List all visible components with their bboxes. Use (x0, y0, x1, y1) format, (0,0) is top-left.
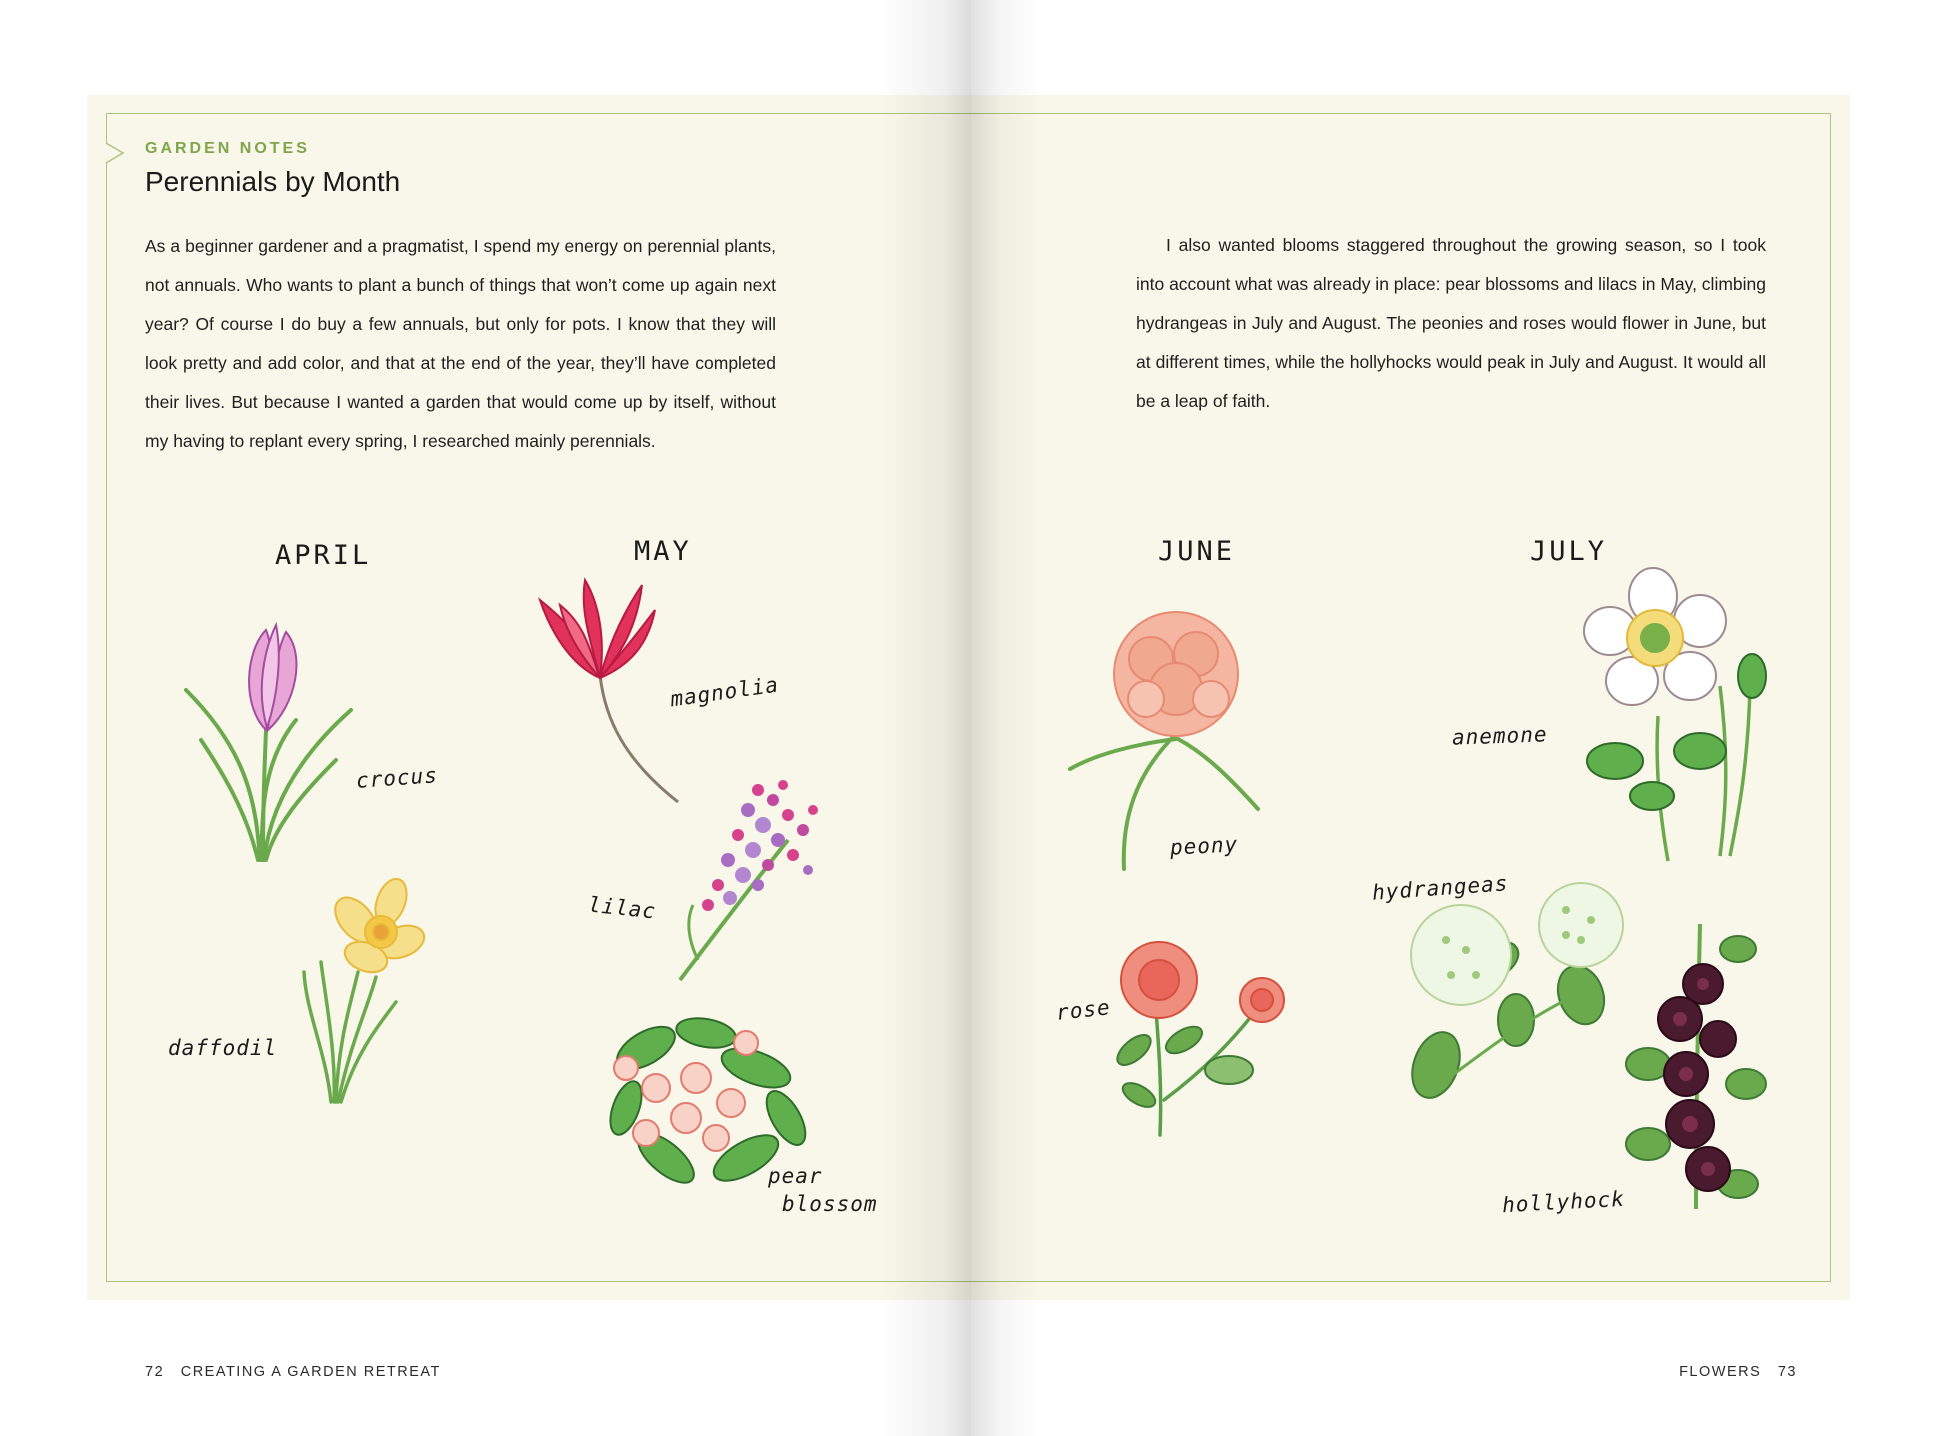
left-folio (145, 1364, 441, 1380)
month-may: MAY (634, 536, 692, 567)
label-peony: peony (1169, 832, 1239, 860)
lilac-illustration (668, 770, 838, 990)
right-running-head: FLOWERS (1679, 1364, 1762, 1380)
page-title: Perennials by Month (145, 166, 401, 197)
label-anemone: anemone (1451, 722, 1548, 750)
pear-blossom-illustration (596, 1008, 822, 1204)
label-rose: rose (1054, 995, 1112, 1025)
label-magnolia: magnolia (668, 672, 781, 712)
magnolia-illustration (530, 570, 690, 810)
frame-notch-icon (103, 142, 127, 164)
section-kicker: GARDEN NOTES (145, 140, 310, 157)
right-folio (1679, 1364, 1797, 1380)
label-blossom: blossom (782, 1192, 878, 1216)
peony-illustration (1066, 604, 1266, 874)
rose-illustration (1104, 930, 1304, 1140)
label-hydrangeas: hydrangeas (1371, 871, 1510, 905)
label-lilac: lilac (586, 892, 658, 924)
hollyhock-illustration (1618, 914, 1768, 1214)
right-page-number: 73 (1777, 1364, 1797, 1380)
month-july: JULY (1530, 536, 1608, 567)
label-crocus: crocus (355, 763, 439, 793)
anemone-illustration (1580, 566, 1770, 866)
label-hollyhock: hollyhock (1501, 1186, 1626, 1218)
right-body-paragraph: I also wanted blooms staggered throughout the growing season, so I took into account what was already in place: pear blossoms and lilacs in May, climbing hydrangeas in July and August. The peonies and roses would flower in June, but at different times, while the hollyhocks would peak in July and August. It would all be a leap of faith. (1136, 235, 1766, 411)
left-body-paragraph: As a beginner gardener and a pragmatist, I spend my energy on perennial plants, not annuals. Who wants to plant a bunch of things that won’t come up again next year? Of course I do buy a few annuals, but only for pots. I know that they will look pretty and add color, and that at the end of the year, they’ll have completed their lives. But because I wanted a garden that would come up by itself, without my having to replant every spring, I researched mainly perennials. (145, 236, 776, 451)
label-daffodil: daffodil (168, 1036, 278, 1060)
left-running-head: CREATING A GARDEN RETREAT (180, 1364, 441, 1380)
crocus-illustration (176, 610, 366, 870)
month-june: JUNE (1158, 536, 1236, 567)
month-april: APRIL (275, 540, 372, 571)
hydrangeas-illustration (1406, 880, 1636, 1110)
label-pear: pear (768, 1164, 823, 1188)
daffodil-illustration (296, 872, 446, 1112)
left-page-number: 72 (145, 1364, 165, 1380)
